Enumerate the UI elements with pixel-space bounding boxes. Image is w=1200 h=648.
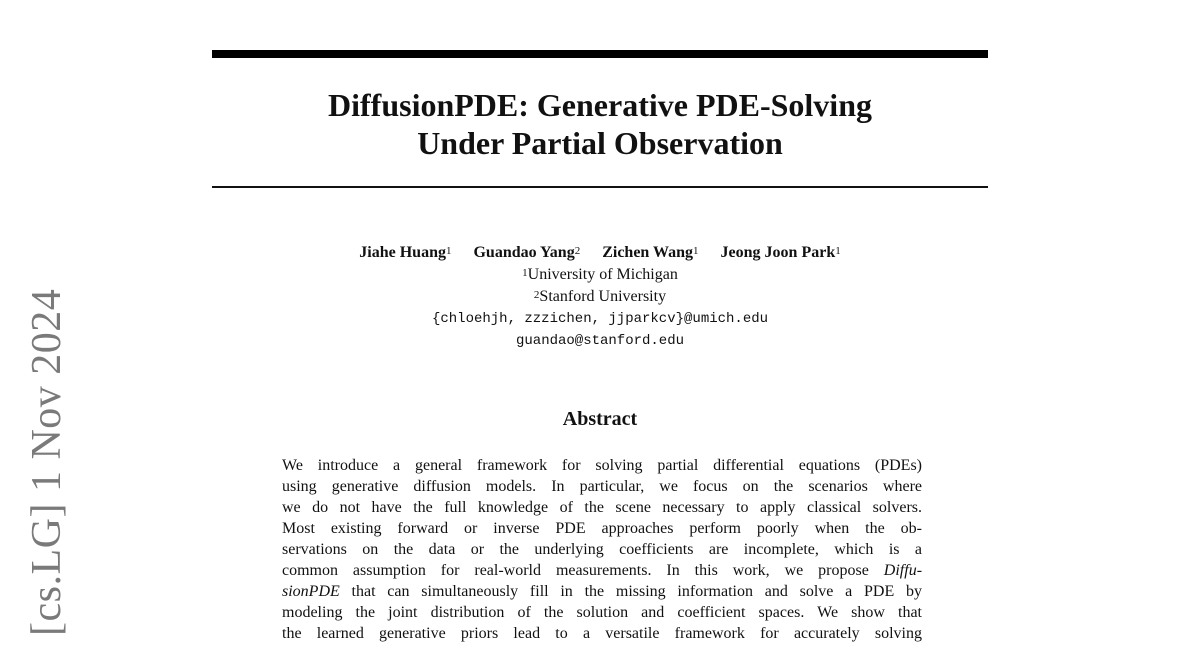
abstract-line: Most existing forward or inverse PDE approaches perform poorly when the ob- — [282, 520, 922, 537]
title-bottom-rule — [212, 186, 988, 188]
paper-title-line-1: DiffusionPDE: Generative PDE-Solving — [328, 87, 872, 123]
italic-diffusionpde-start: Diffu- — [883, 562, 923, 579]
title-top-rule — [212, 50, 988, 58]
abstract-line: sionPDE that can simultaneously fill in the missing information and solve a PDE by — [282, 583, 922, 600]
author-zichen-wang: Zichen Wang$^1$ — [602, 244, 699, 261]
abstract-line: servations on the data or the underlying coefficients are incomplete, which is a — [282, 541, 922, 558]
author-jeong-joon-park: Jeong Joon Park$^1$ — [720, 244, 841, 261]
abstract-line: common assumption for real-world measurements. In this work, we propose Diffu- — [282, 562, 923, 579]
author-jiahe-huang: Jiahe Huang$^1$ — [359, 244, 452, 261]
author-block — [212, 242, 988, 352]
abstract-line: modeling the joint distribution of the solution and coefficient spaces. We show that — [282, 604, 922, 621]
author-guandao-yang: Guandao Yang$^2$ — [473, 244, 581, 261]
abstract-line: the learned generative priors lead to a versatile framework for accurately solving — [282, 625, 922, 642]
email-stanford: guandao@stanford.edu — [515, 333, 685, 349]
paper-title-line-2: Under Partial Observation — [417, 125, 783, 161]
abstract-heading: Abstract — [562, 408, 638, 430]
abstract-line: using generative diffusion models. In particular, we focus on the scenarios where — [282, 478, 922, 495]
affiliation-michigan: $^1$University of Michigan — [522, 266, 678, 283]
abstract-line: We introduce a general framework for solving partial differential equations (PDEs) — [282, 457, 922, 474]
author-list — [212, 242, 988, 264]
abstract-text — [282, 455, 922, 644]
email-umich: {chloehjh, zzzichen, jjparkcv}@umich.edu — [431, 311, 769, 327]
abstract-line: we do not have the full knowledge of the scene necessary to apply classical solvers. — [282, 499, 922, 516]
italic-diffusionpde-end: sionPDE — [282, 583, 340, 600]
arxiv-identifier-stamp: [cs.LG] 1 Nov 2024 — [24, 288, 70, 636]
paper-title — [212, 86, 988, 162]
affiliation-stanford: $^2$Stanford University — [533, 288, 667, 305]
